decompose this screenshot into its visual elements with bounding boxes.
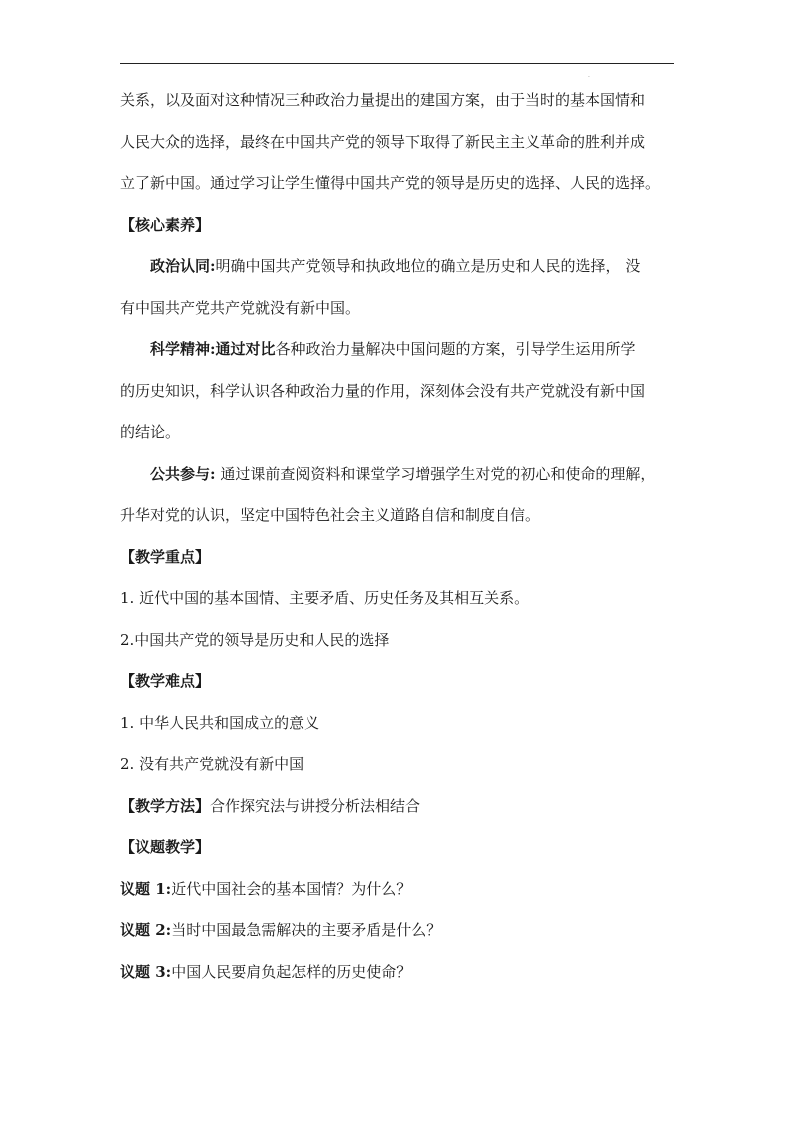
teaching-method-heading: 【教学方法】: [120, 796, 211, 815]
difficulties-heading: 【教学难点】: [120, 672, 211, 690]
intro-line-3: 立了新中国。通过学习让学生懂得中国共产党的领导是历史的选择、人民的选择。: [120, 174, 661, 192]
science-spirit-line-3: 的结论。: [120, 423, 181, 441]
core-literacy-heading: 【核心素养】: [120, 215, 211, 234]
intro-line-1: 关系，以及面对这种情况三种政治力量提出的建国方案，由于当时的基本国情和: [120, 91, 646, 109]
key-point-item-1: 1. 近代中国的基本国情、主要矛盾、历史任务及其相互关系。: [120, 589, 530, 607]
public-participation-text: 通过课前查阅资料和课堂学习增强学生对党的初心和使命的理解，: [215, 464, 656, 483]
public-participation-line-1: [120, 464, 676, 506]
political-identity-label: 政治认同:: [150, 257, 216, 275]
difficulty-item-2: 2. 没有共产党就没有新中国: [120, 755, 305, 773]
political-identity-text: 明确中国共产党领导和执政地位的确立是历史和人民的选择， 没: [215, 257, 641, 275]
topic-label: 议题 3:: [120, 962, 172, 981]
header-mark: .: [588, 72, 590, 79]
teaching-method-text: 合作探究法与讲授分析法相结合: [210, 796, 421, 815]
topic-text: 中国人民要肩负起怎样的历史使命？: [171, 962, 412, 981]
topic-label: 议题 1:: [120, 879, 172, 898]
topic-item-3: [120, 962, 676, 1004]
science-spirit-line-1: [120, 339, 676, 381]
political-identity-line-1: [120, 256, 676, 298]
header-rule: [120, 63, 674, 64]
topic-item-1: [120, 879, 676, 921]
science-spirit-line-2: 的历史知识，科学认识各种政治力量的作用，深刻体会没有共产党就没有新中国: [120, 381, 646, 400]
public-participation-line-2: 升华对党的认识，坚定中国特色社会主义道路自信和制度自信。: [120, 506, 541, 524]
intro-line-2: 人民大众的选择，最终在中国共产党的领导下取得了新民主主义革命的胜利并成: [120, 132, 646, 151]
topic-label: 议题 2:: [120, 921, 172, 939]
document-body: [120, 90, 676, 1003]
difficulty-item-1: 1. 中华人民共和国成立的意义: [120, 713, 320, 732]
topic-item-2: [120, 920, 676, 962]
key-point-item-2: 2.中国共产党的领导是历史和人民的选择: [120, 630, 390, 649]
topics-heading: 【议题教学】: [120, 838, 211, 856]
topic-text: 近代中国社会的基本国情？为什么？: [171, 879, 412, 898]
public-participation-label: 公共参与:: [150, 464, 216, 483]
political-identity-line-2: 有中国共产党共产党就没有新中国。: [120, 298, 361, 317]
topic-text: 当时中国最急需解决的主要矛盾是什么？: [171, 921, 442, 939]
science-spirit-text: 各种政治力量解决中国问题的方案，引导学生运用所学: [275, 340, 636, 358]
science-spirit-label: 科学精神:通过对比: [150, 340, 276, 358]
teaching-method-line: [120, 796, 676, 838]
key-points-heading: 【教学重点】: [120, 547, 211, 566]
